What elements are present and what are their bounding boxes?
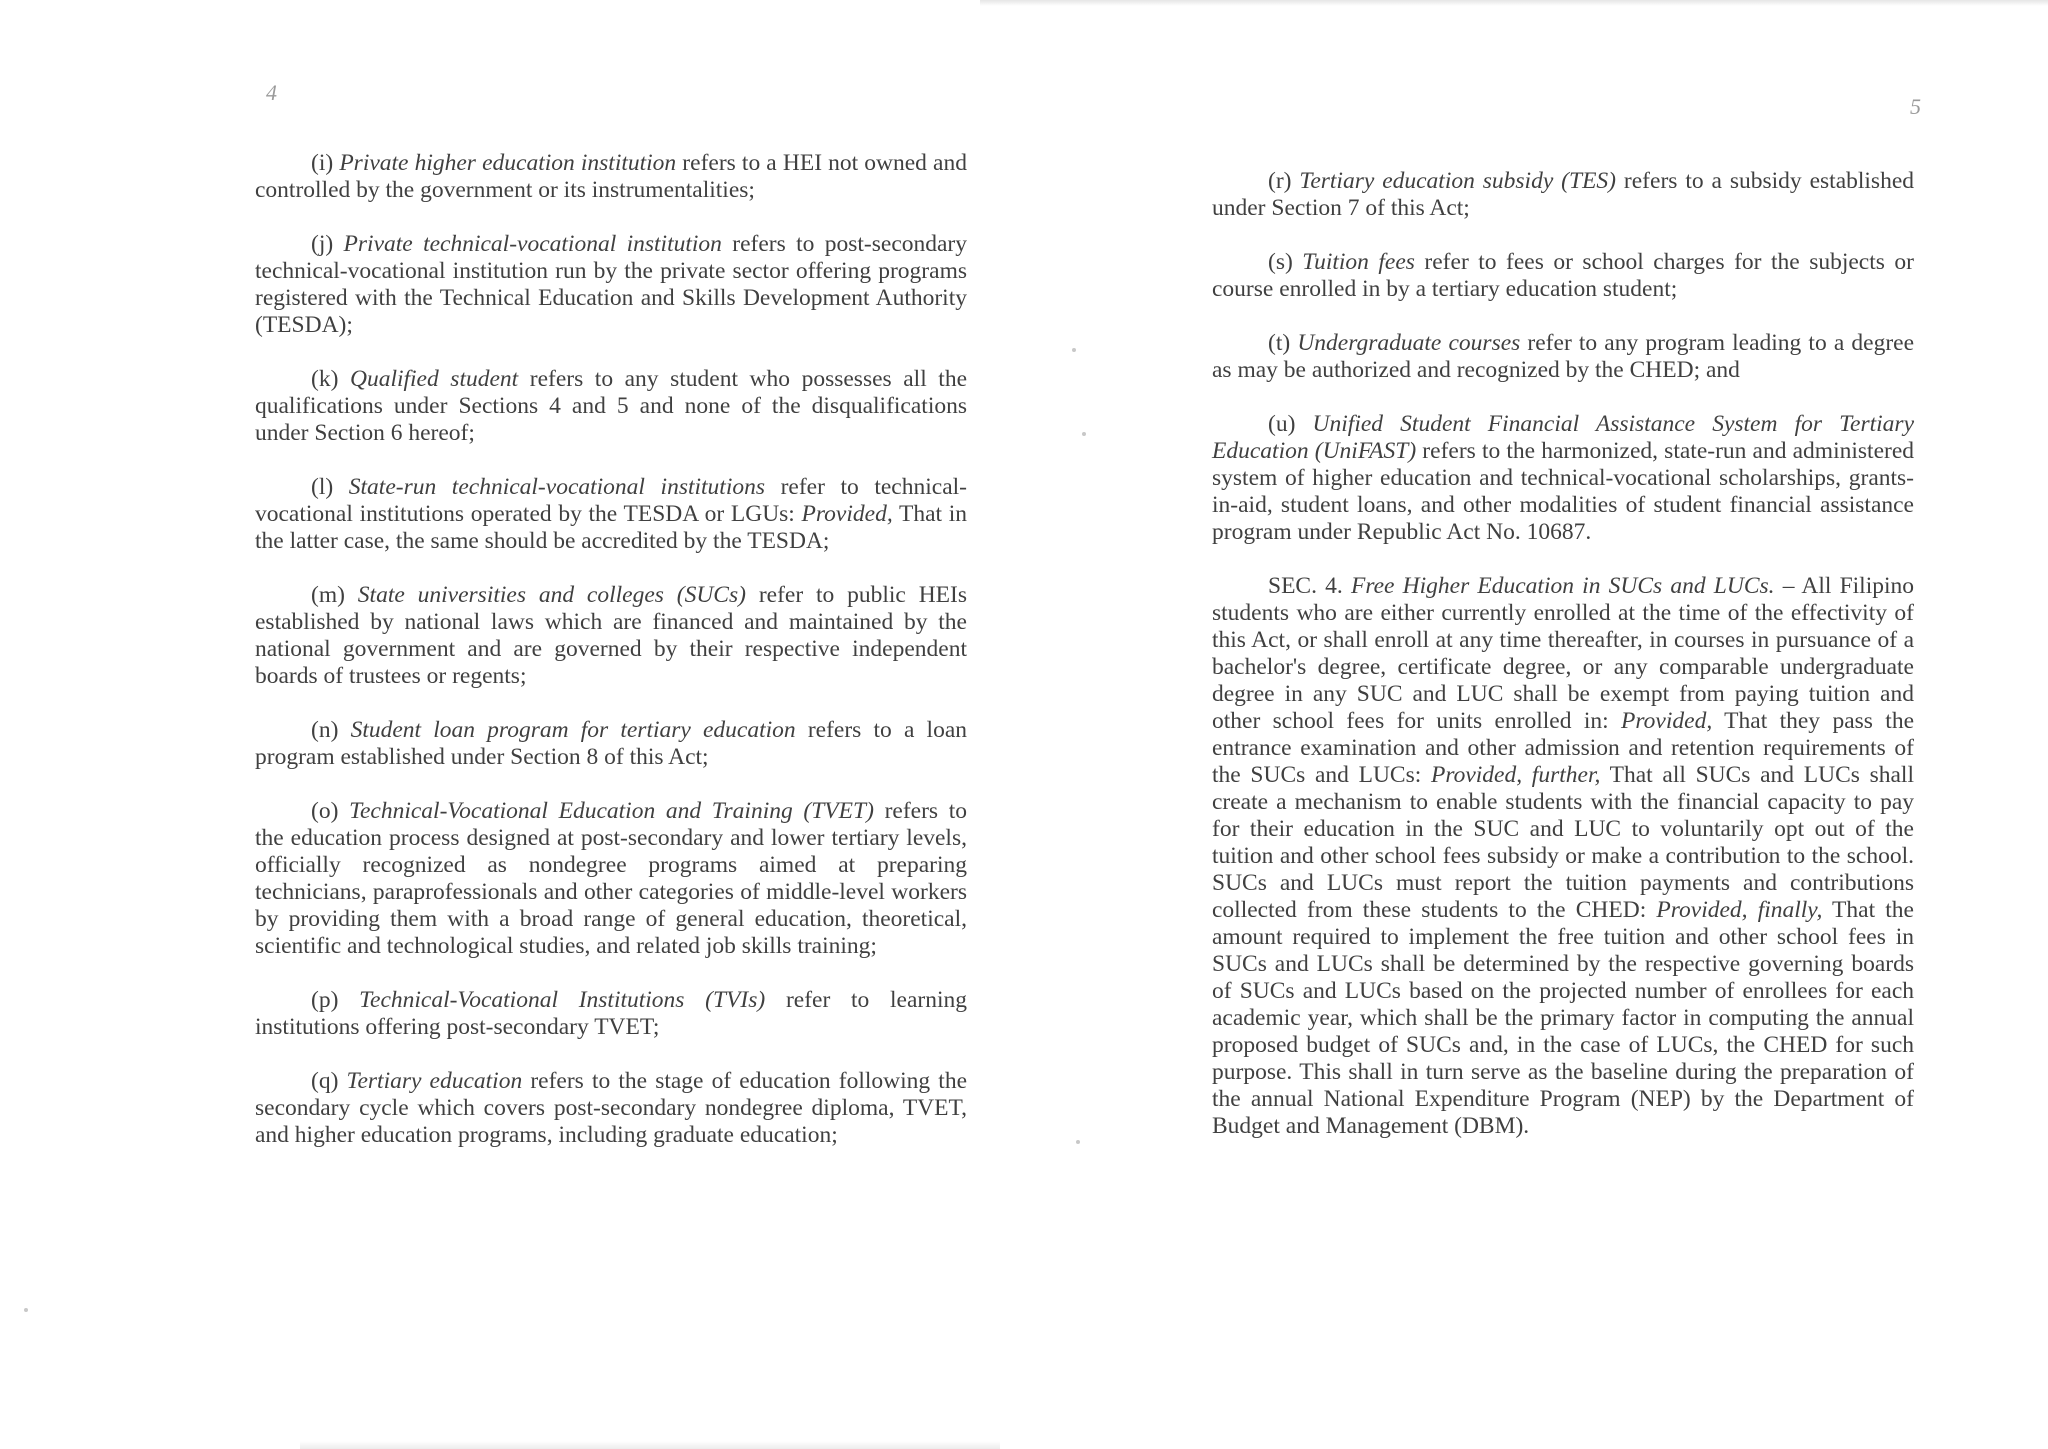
proviso-term: Provided, finally, — [1656, 897, 1823, 923]
definition-paragraph — [255, 798, 967, 960]
definition-text: refer to technical-vocational institutions operated by the TESDA or LGUs: — [255, 474, 967, 527]
definition-text: refers to the harmonized, state-run and administered system of higher education and technical-vocational scholarships, grants-in-aid, student loans, and other modalities of student financial assistance program under Republic Act No. 10687. — [1212, 438, 1915, 545]
defined-term: Technical-Vocational Education and Training (TVET) — [349, 798, 874, 824]
item-label: (s) — [1268, 249, 1293, 275]
section-paragraph — [1212, 573, 1914, 1140]
page-number: 5 — [1910, 94, 1921, 119]
definition-text: refers to any student who possesses all the qualifications under Sections 4 and 5 and none of the disqualifications under Section 6 hereof; — [255, 366, 967, 446]
page-number: 4 — [266, 80, 277, 105]
item-label: (j) — [311, 231, 334, 257]
definition-text: That in the latter case, the same should be accredited by the TESDA; — [255, 501, 968, 554]
definition-text: refers to post-secondary technical-vocational institution run by the private sector offering programs registered with the Technical Education and Skills Development Authority (TESDA); — [255, 231, 968, 338]
definition-text: refer to any program leading to a degree as may be authorized and recognized by the CHED; and — [1212, 330, 1915, 383]
defined-term: Tuition fees — [1302, 249, 1415, 275]
section-title: Free Higher Education in SUCs and LUCs. — [1350, 573, 1775, 599]
item-label: (o) — [311, 798, 339, 824]
defined-term: Qualified student — [349, 366, 519, 392]
definition-paragraph — [1212, 249, 1914, 303]
item-label: (n) — [311, 717, 339, 743]
item-label: (p) — [311, 987, 339, 1013]
item-label: (r) — [1268, 168, 1292, 194]
definition-text: refers to a loan program established under Section 8 of this Act; — [255, 717, 967, 770]
item-label: (q) — [311, 1068, 339, 1094]
definition-paragraph — [1212, 330, 1914, 384]
definition-text: refer to learning institutions offering post-secondary TVET; — [255, 987, 967, 1040]
item-label: (k) — [311, 366, 339, 392]
section-dash: – — [1774, 573, 1795, 599]
defined-term: Undergraduate courses — [1297, 330, 1521, 356]
definition-paragraph — [255, 366, 967, 447]
definition-text: refer to fees or school charges for the subjects or course enrolled in by a tertiary education student; — [1212, 249, 1914, 302]
right-column — [1212, 168, 1914, 1167]
definition-paragraph — [255, 150, 967, 204]
item-label: (i) — [311, 150, 334, 176]
definition-paragraph — [255, 717, 967, 771]
definition-paragraph — [255, 987, 967, 1041]
definition-paragraph — [255, 231, 967, 339]
item-label: (m) — [311, 582, 345, 608]
definition-text: refers to the stage of education following the secondary cycle which covers post-secondary nondegree diploma, TVET, and higher education programs, including graduate education; — [255, 1068, 968, 1148]
defined-term: Tertiary education — [346, 1068, 523, 1094]
proviso-term: Provided, further, — [1430, 762, 1601, 788]
item-label: (l) — [311, 474, 334, 500]
definition-paragraph — [255, 1068, 967, 1149]
proviso-term: Provided, — [801, 501, 893, 527]
defined-term: State-run technical-vocational institutions — [348, 474, 765, 500]
item-label: (u) — [1268, 411, 1296, 437]
definition-paragraph — [255, 582, 967, 690]
section-text: All Filipino students who are either currently enrolled at the time of the effectivity of this Act, or shall enroll at any time thereafter, in courses in pursuance of a bachelor's degree, certificate degree, or any comparable undergraduate degree in any SUC and LUC shall be exempt from paying tuition and other school fees for units enrolled in: — [1212, 573, 1915, 734]
section-text: That all SUCs and LUCs shall create a mechanism to enable students with the financial capacity to pay for their education in the SUC and LUC to voluntarily opt out of the tuition and other school fees subsidy or make a contribution to the school. SUCs and LUCs must report the tuition payments and contributions collected from these students to the CHED: — [1212, 762, 1914, 923]
left-column — [255, 150, 967, 1176]
definition-text: refers to the education process designed at post-secondary and lower tertiary levels, officially recognized as nondegree programs aimed at preparing technicians, paraprofessionals and other categories of middle-level workers by providing them with a broad range of general education, theoretical, scientific and technological studies, and related job skills training; — [255, 798, 967, 959]
defined-term: Unified Student Financial Assistance System for Tertiary Education (UniFAST) — [1212, 411, 1915, 464]
definition-text: refers to a subsidy established under Section 7 of this Act; — [1212, 168, 1915, 221]
defined-term: Technical-Vocational Institutions (TVIs) — [359, 987, 766, 1013]
defined-term: Tertiary education subsidy (TES) — [1299, 168, 1617, 194]
defined-term: Private technical-vocational institution — [343, 231, 722, 257]
defined-term: Private higher education institution — [339, 150, 677, 176]
definition-text: refers to a HEI not owned and controlled by the government or its instrumentalities; — [255, 150, 967, 203]
definition-text: refer to public HEIs established by national laws which are financed and maintained by the national government and are governed by their respective independent boards of trustees or regents; — [255, 582, 968, 689]
proviso-term: Provided, — [1621, 708, 1713, 734]
right-page — [1000, 0, 2048, 1449]
item-label: (t) — [1268, 330, 1291, 356]
definition-paragraph — [255, 474, 967, 555]
section-text: That the amount required to implement the free tuition and other school fees in SUCs and LUCs shall be determined by the respective governing boards of SUCs and LUCs based on the projected number of enrollees for each academic year, which shall be the primary factor in computing the annual proposed budget of SUCs and, in the case of LUCs, the CHED for such purpose. This shall in turn serve as the baseline during the preparation of the annual National Expenditure Program (NEP) by the Department of Budget and Management (DBM). — [1212, 897, 1914, 1139]
definition-paragraph — [1212, 411, 1914, 546]
left-page — [0, 0, 1000, 1449]
definition-paragraph — [1212, 168, 1914, 222]
defined-term: State universities and colleges (SUCs) — [357, 582, 746, 608]
section-heading: SEC. 4. — [1268, 573, 1343, 599]
defined-term: Student loan program for tertiary education — [350, 717, 796, 743]
section-text: That they pass the entrance examination and other admission and retention requirements of the SUCs and LUCs: — [1212, 708, 1914, 788]
